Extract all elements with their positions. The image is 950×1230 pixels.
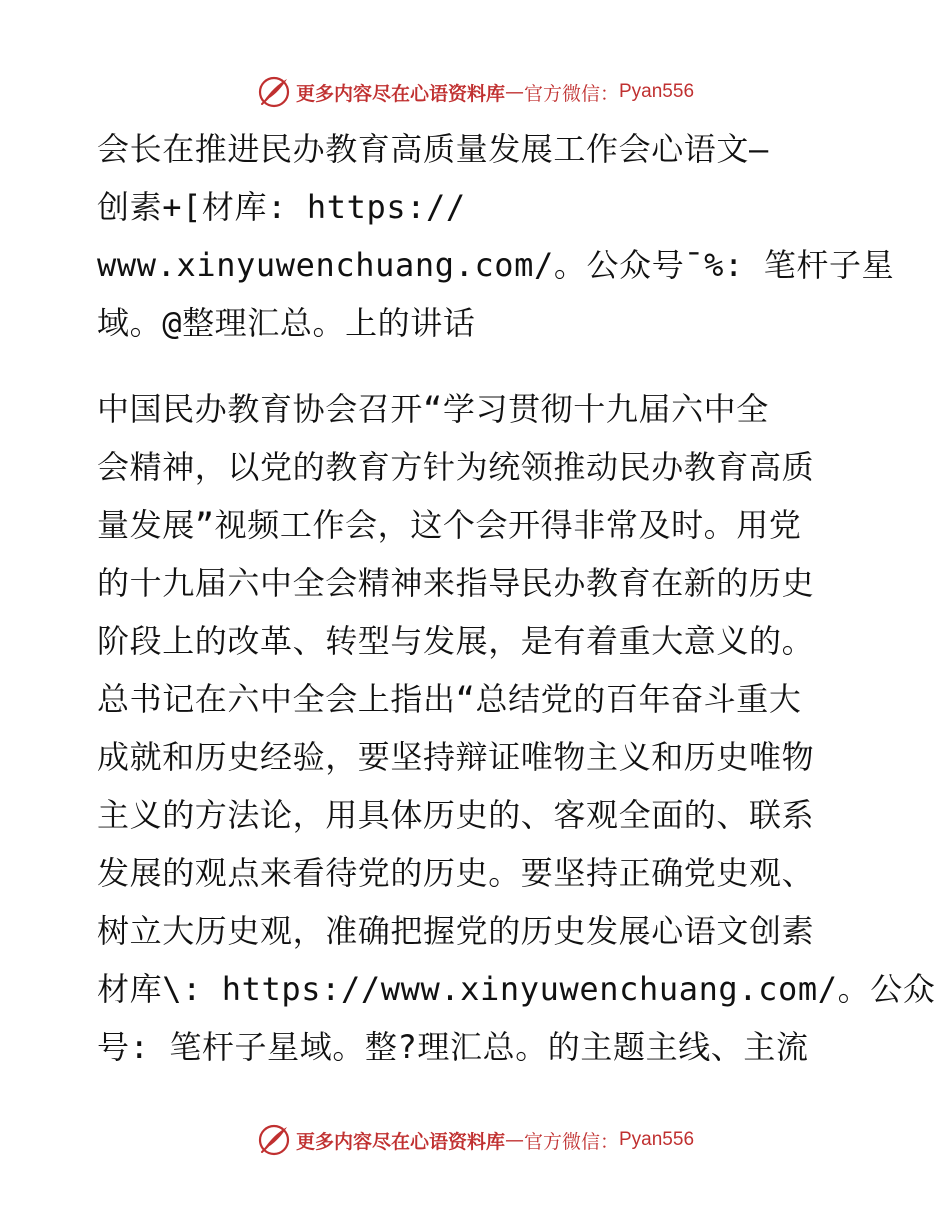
- body-line: 总书记在六中全会上指出“总结党的百年奋斗重大: [97, 680, 802, 718]
- body-line: 主义的方法论，用具体历史的、客观全面的、联系: [97, 796, 815, 834]
- banner-main-text: 更多内容尽在心语资料库: [295, 1130, 505, 1153]
- body-line: 阶段上的改革、转型与发展，是有着重大意义的。: [97, 622, 815, 660]
- banner-wechat-label: 官方微信：: [523, 82, 619, 105]
- banner-wechat-id: Pyan556: [619, 1129, 695, 1150]
- body-line: 材库\: https://www.xinyuwenchuang.com/。公众: [97, 970, 936, 1008]
- header-banner: [0, 72, 950, 112]
- document-title: [97, 120, 895, 352]
- body-line: 中国民办教育协会召开“学习贯彻十九届六中全: [97, 390, 769, 428]
- body-line: 号: 笔杆子星域。整?理汇总。的主题主线、主流: [97, 1028, 809, 1066]
- feather-pen-logo-icon: [256, 1122, 292, 1158]
- body-line: 发展的观点来看待党的历史。要坚持正确党史观、: [97, 854, 815, 892]
- banner-main-text: 更多内容尽在心语资料库: [295, 82, 505, 105]
- paragraph-gap: [97, 352, 857, 380]
- document-body: [97, 380, 936, 1076]
- title-line: 创素+[材库: https://: [97, 188, 466, 226]
- banner-wechat-id: Pyan556: [619, 81, 695, 102]
- banner-separator: —: [504, 81, 524, 103]
- title-line: 会长在推进民办教育高质量发展工作会心语文—: [97, 130, 769, 168]
- banner-wechat-label: 官方微信：: [523, 1130, 619, 1153]
- body-line: 会精神，以党的教育方针为统领推动民办教育高质: [97, 448, 815, 486]
- body-line: 的十九届六中全会精神来指导民办教育在新的历史: [97, 564, 815, 602]
- banner-separator: —: [504, 1129, 524, 1151]
- document-content: [97, 120, 936, 1076]
- feather-pen-logo-icon: [256, 74, 292, 110]
- footer-banner: [0, 1120, 950, 1160]
- body-line: 量发展”视频工作会，这个会开得非常及时。用党: [97, 506, 802, 544]
- body-line: 成就和历史经验，要坚持辩证唯物主义和历史唯物: [97, 738, 815, 776]
- title-line: www.xinyuwenchuang.com/。公众号¯%: 笔杆子星: [97, 246, 895, 284]
- title-line: 域。@整理汇总。上的讲话: [97, 304, 476, 342]
- body-line: 树立大历史观，准确把握党的历史发展心语文创素: [97, 912, 815, 950]
